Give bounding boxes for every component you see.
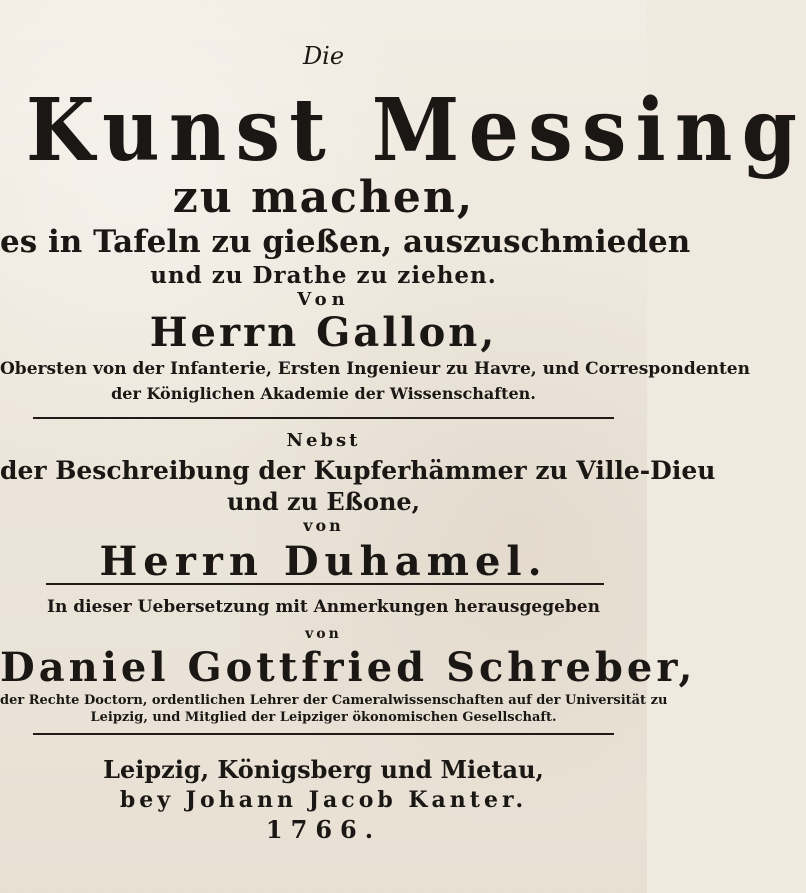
gallon-description-line-2: der Königlichen Akademie der Wissenschaften. — [111, 384, 536, 403]
description-line-esone: und zu Eßone, — [226, 487, 421, 516]
gallon-description-line-1: Obersten von der Infanterie, Ersten Ingenieur zu Havre, und Correspondenten — [0, 359, 750, 379]
nebst-label: Nebst — [286, 430, 361, 451]
schreber-prefix: von — [305, 626, 342, 642]
title-line-zu-machen: zu machen, — [172, 172, 475, 223]
description-line-kupferhammer: der Beschreibung der Kupferhämmer zu Ville-Dieu — [0, 456, 716, 485]
publication-year: 1766. — [265, 815, 382, 844]
translator-description-line-2: Leipzig, und Mitglied der Leipziger ökonomischen Gesellschaft. — [90, 710, 557, 725]
heading-die: Die — [302, 42, 345, 70]
translation-note: In dieser Uebersetzung mit Anmerkungen herausgegeben — [47, 597, 600, 617]
publisher-line: bey Johann Jacob Kanter. — [119, 787, 528, 813]
translator-description-line-1: der Rechte Doctorn, ordentlichen Lehrer der Cameralwissenschaften auf der Universität zu — [0, 693, 668, 708]
translator-name: Daniel Gottfried Schreber, — [0, 644, 697, 691]
divider-2 — [46, 583, 604, 585]
title-line-giessen: es in Tafeln zu gießen, auszuschmieden — [0, 224, 691, 260]
divider-3 — [33, 733, 614, 735]
title-line-drathe: und zu Drathe zu ziehen. — [150, 262, 497, 289]
author-prefix: Von — [297, 289, 350, 310]
divider-1 — [33, 417, 614, 419]
author-duhamel: Herrn Duhamel. — [99, 538, 548, 585]
duhamel-prefix: von — [303, 516, 344, 535]
main-title: Kunst Messing — [25, 80, 806, 181]
publication-places: Leipzig, Königsberg und Mietau, — [103, 755, 544, 784]
author-gallon: Herrn Gallon, — [149, 309, 498, 356]
